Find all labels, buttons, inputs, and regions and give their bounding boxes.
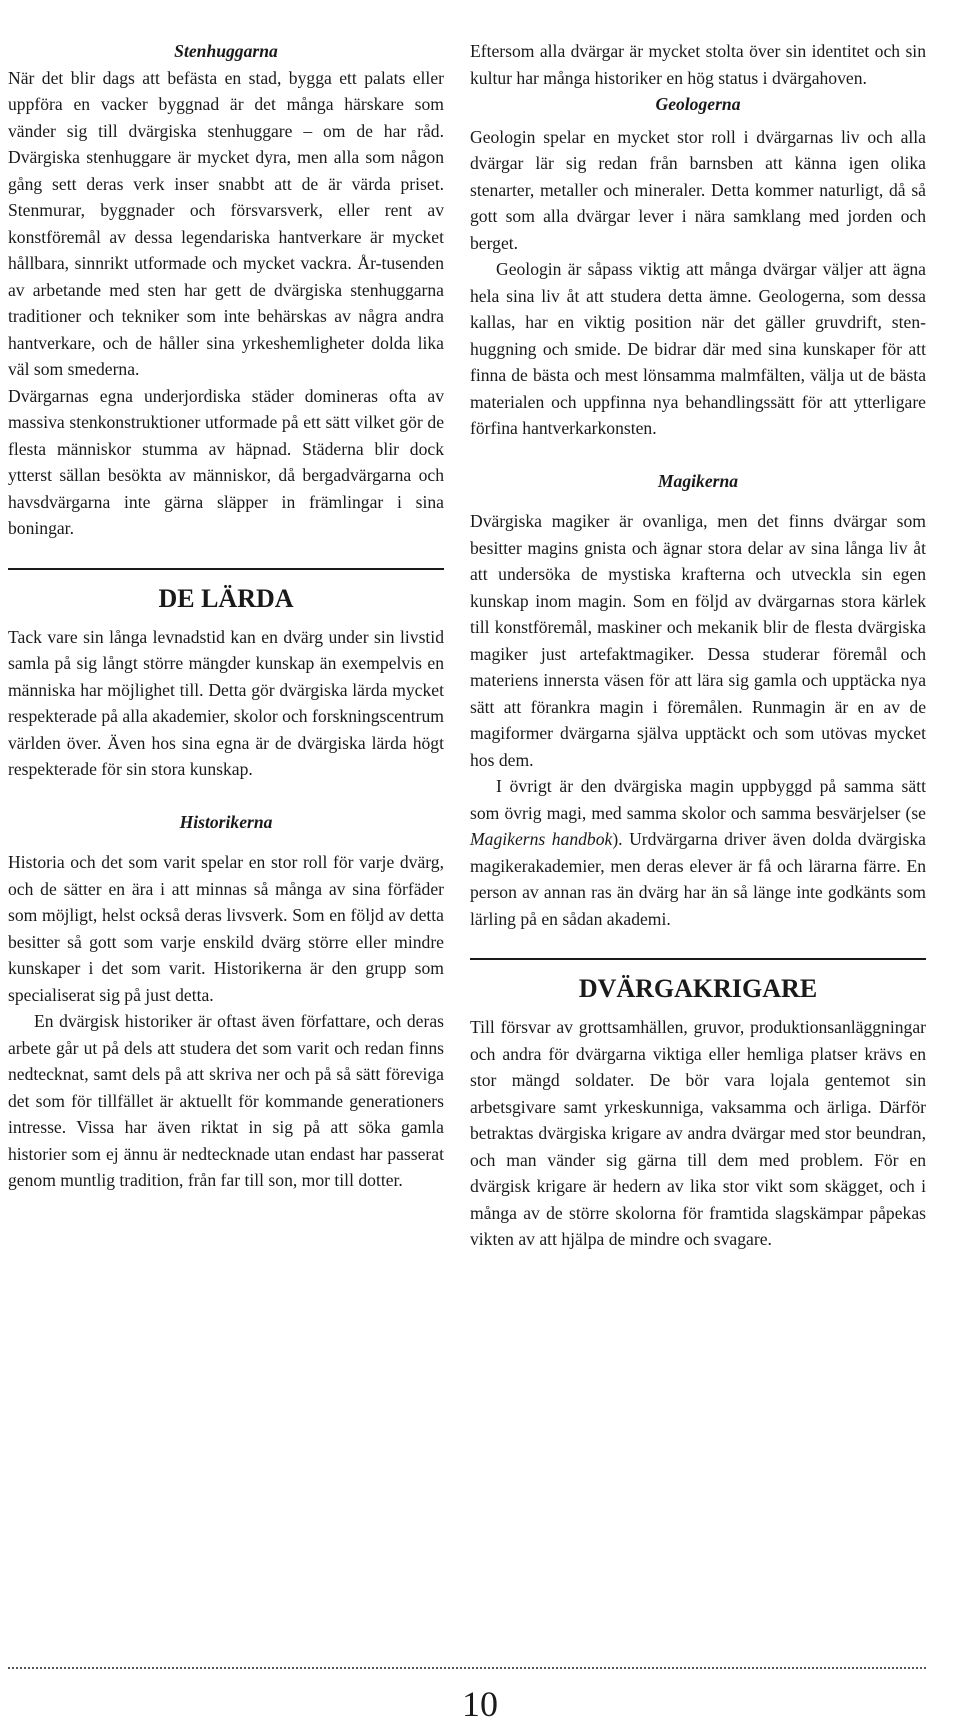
section-title-de-larda: DE LÄRDA [158,583,294,613]
paragraph: När det blir dags att befästa en stad, bygga ett palats eller uppföra en vacker byggnad är det många härskare som vänder sig till dvärgiska stenhuggare – om de har råd. Dvärgiska stenhuggare är mycket dyra, men alla som någon gång sett deras verk inser snabbt att de är värda priset. Stenmurar, byggnader och försvarsverk, eller rent av konstföremål av dessa legendariska hantverkare är mycket hållbara, sinnrikt utformade och mycket vackra. År-tusenden av arbetande med sten har gett de dvärgiska stenhuggarna traditioner och tekniker som inte behärskas av några andra hantverkare, och de håller sina yrkeshemligheter dolda lika väl som smederna. [8,67,444,379]
paragraph: Dvärgiska magiker är ovanliga, men det finns dvärgar som besitter magins gnista och ägnar stora delar av sina långa liv åt att undersöka de mystiska krafterna och utveckla sin egen kunskap inom magin. Som en följd av dvärgarnas stora kärlek till konstföremål, maskiner och mekanik blir de flesta dvärgiska magiker just artefaktmagiker. Dessa studerar föremål och materiens innersta väsen för att lära sig gamla och upptäcka nya sätt att förankra magin i föremålen. Runmagin är en av de magiformer dvärgarna själva upptäckt och som utövas mycket hos dem. [470,511,926,770]
paragraph: En dvärgisk historiker är oftast även författare, och deras arbete går ut på dels att studera det som varit och redan finns nedtecknat, samt dels på att skriva ner och på så sätt föreviga det som för tillfället är aktuellt för kommande generationers intresse. Vissa har även riktat in sig på att söka gamla historier som ej ännu är nedtecknade utan endast har passerat genom muntlig tradition, från far till son, mor till dotter. [8,1011,444,1190]
section-title-dvargakrigare: DVÄRGAKRIGARE [578,974,818,1003]
paragraph: Tack vare sin långa levnadstid kan en dvärg under sin livstid samla på sig långt större mängder kunskap än exempelvis en människa har möjlighet till. Detta gör dvärgiska lärda mycket respekterade på alla akademier, skolor och forskningscentrum världen över. Även hos sina egna är de dvärgiska lärda högt respekterade för sin stora kunskap. [8,626,444,779]
left-column [8,38,444,1194]
paragraph: I övrigt är den dvärgiska magin uppbyggd på samma sätt som övrig magi, med samma skolor och samma besvärjelser (se Magikerns handbok). Urdvärgarna driver även dolda dvärgiska magikerakademier, men deras elever är få och lärarna färre. En person av annan ras än dvärg har än så länge inte godkänts som lärling på en sådan akademi. [470,776,926,929]
page-number: 10 [462,1684,498,1724]
paragraph: Geologin är såpass viktig att många dvärgar väljer att ägna hela sina liv åt att studera detta ämne. Geologerna, som dessa kallas, har en viktig position när det gäller gruvdrift, stenhuggning och smide. De bidrar där med sina kunskaper för att finna de bästa och mest lönsamma malmfälten, välja ut de bästa materialen och uppfinna nya behandlingssätt för att ytterligare förfina hantverkarkonsten. [470,259,926,438]
section-heading-magikerna: Magikerna [657,470,739,491]
paragraph: Historia och det som varit spelar en stor roll för varje dvärg, och de sätter en ära i att minnas så många av sina förfäder som möjligt, helst också deras livsverk. Som en följd av detta besitter så gott som varje enskild dvärg större eller mindre kunskaper i det som varit. Historikerna är den grupp som specialiserat sig på just detta. [8,852,444,1005]
paragraph: Dvärgarnas egna underjordiska städer domineras ofta av massiva stenkonstruktioner utformade på ett sätt vilket gör de flesta människor stumma av häpnad. Städerna blir dock ytterst sällan besökta av människor, då bergadvärgarna och havsdvärgarna inte gärna släpper in främlingar i sina boningar. [8,385,444,538]
paragraph: Till försvar av grottsamhällen, gruvor, produktionsanläggningar och andra för dvärgarna viktiga eller hemliga platser krävs en stor mängd soldater. De bör vara lojala gentemot sin arbetsgivare samt yrkeskunniga, vaksamma och ärliga. Därför betraktas dvärgiska krigare av andra dvärgar med stor beundran, och man vänder sig gärna till dem med problem. För en dvärgisk krigare är hedern av lika stor vikt som skägget, och i många av de större skolorna för framtida slagskämpar påpekas vikten av att hjälpa de mindre och svagare. [470,1017,926,1249]
section-heading-geologerna: Geologerna [655,94,741,114]
paragraph: Eftersom alla dvärgar är mycket stolta över sin identitet och sin kultur har många historiker en hög status i dvärgahoven. [470,41,926,88]
section-heading-historikerna: Historikerna [179,811,273,832]
right-column [470,38,926,1253]
footer-divider [8,1667,926,1669]
book-title: Magikerns handbok [470,829,613,849]
paragraph: Geologin spelar en mycket stor roll i dvärgarnas liv och alla dvärgar lär sig redan från barnsben att känna igen olika stenarter, metaller och mineraler. Detta kommer naturligt, då så gott som alla dvärgar lever i nära samklang med jorden och berget. [470,126,926,253]
section-heading-stenhuggarna: Stenhuggarna [174,41,278,61]
